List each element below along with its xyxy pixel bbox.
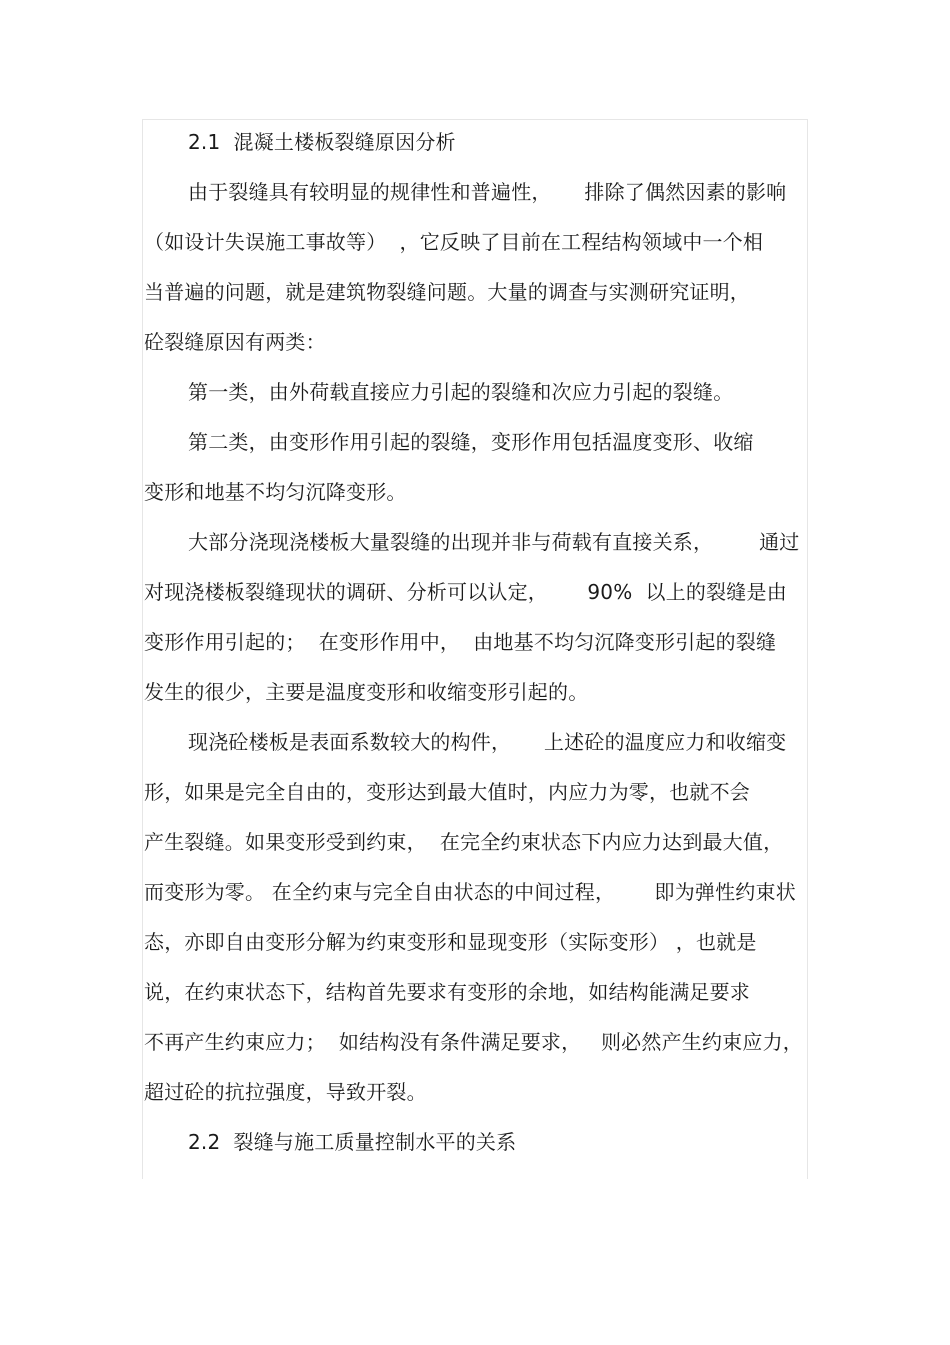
paragraph-line: 不再产生约束应力； 如结构没有条件满足要求， 则必然产生约束应力， [144, 1030, 803, 1054]
paragraph-line: 产生裂缝。如果变形受到约束， 在完全约束状态下内应力达到最大值， [144, 830, 784, 854]
paragraph-line: 发生的很少，主要是温度变形和收缩变形引起的。 [144, 680, 589, 704]
paragraph-line: 第二类，由变形作用引起的裂缝，变形作用包括温度变形、收缩 [188, 430, 754, 454]
paragraph-line: 第一类，由外荷载直接应力引起的裂缝和次应力引起的裂缝。 [188, 380, 734, 404]
paragraph-line: 砼裂缝原因有两类： [144, 330, 326, 354]
paragraph-line: 超过砼的抗拉强度，导致开裂。 [144, 1080, 427, 1104]
paragraph-line: 态，亦即自由变形分解为约束变形和显现变形（实际变形） ，也就是 [144, 930, 757, 954]
section-heading-2-1: 2.1 混凝土楼板裂缝原因分析 [188, 130, 456, 154]
paragraph-line: 对现浇楼板裂缝现状的调研、分析可以认定， 90% 以上的裂缝是由 [144, 580, 787, 604]
paragraph-line: 而变形为零。 在全约束与完全自由状态的中间过程， 即为弹性约束状 [144, 880, 796, 904]
paragraph-line: 大部分浇现浇楼板大量裂缝的出现并非与荷载有直接关系， 通过 [188, 530, 800, 554]
paragraph-line: 说，在约束状态下，结构首先要求有变形的余地，如结构能满足要求 [144, 980, 750, 1004]
paragraph-line: 现浇砼楼板是表面系数较大的构件， 上述砼的温度应力和收缩变 [188, 730, 787, 754]
section-heading-2-2: 2.2 裂缝与施工质量控制水平的关系 [188, 1130, 517, 1154]
paragraph-line: 变形和地基不均匀沉降变形。 [144, 480, 407, 504]
paragraph-line: 由于裂缝具有较明显的规律性和普遍性， 排除了偶然因素的影响 [188, 180, 787, 204]
paragraph-line: （如设计失误施工事故等） ，它反映了目前在工程结构领域中一个相 [144, 230, 764, 254]
paragraph-line: 当普遍的问题，就是建筑物裂缝问题。大量的调查与实测研究证明， [144, 280, 750, 304]
paragraph-line: 变形作用引起的； 在变形作用中， 由地基不均匀沉降变形引起的裂缝 [144, 630, 777, 654]
paragraph-line: 形，如果是完全自由的，变形达到最大值时，内应力为零，也就不会 [144, 780, 750, 804]
